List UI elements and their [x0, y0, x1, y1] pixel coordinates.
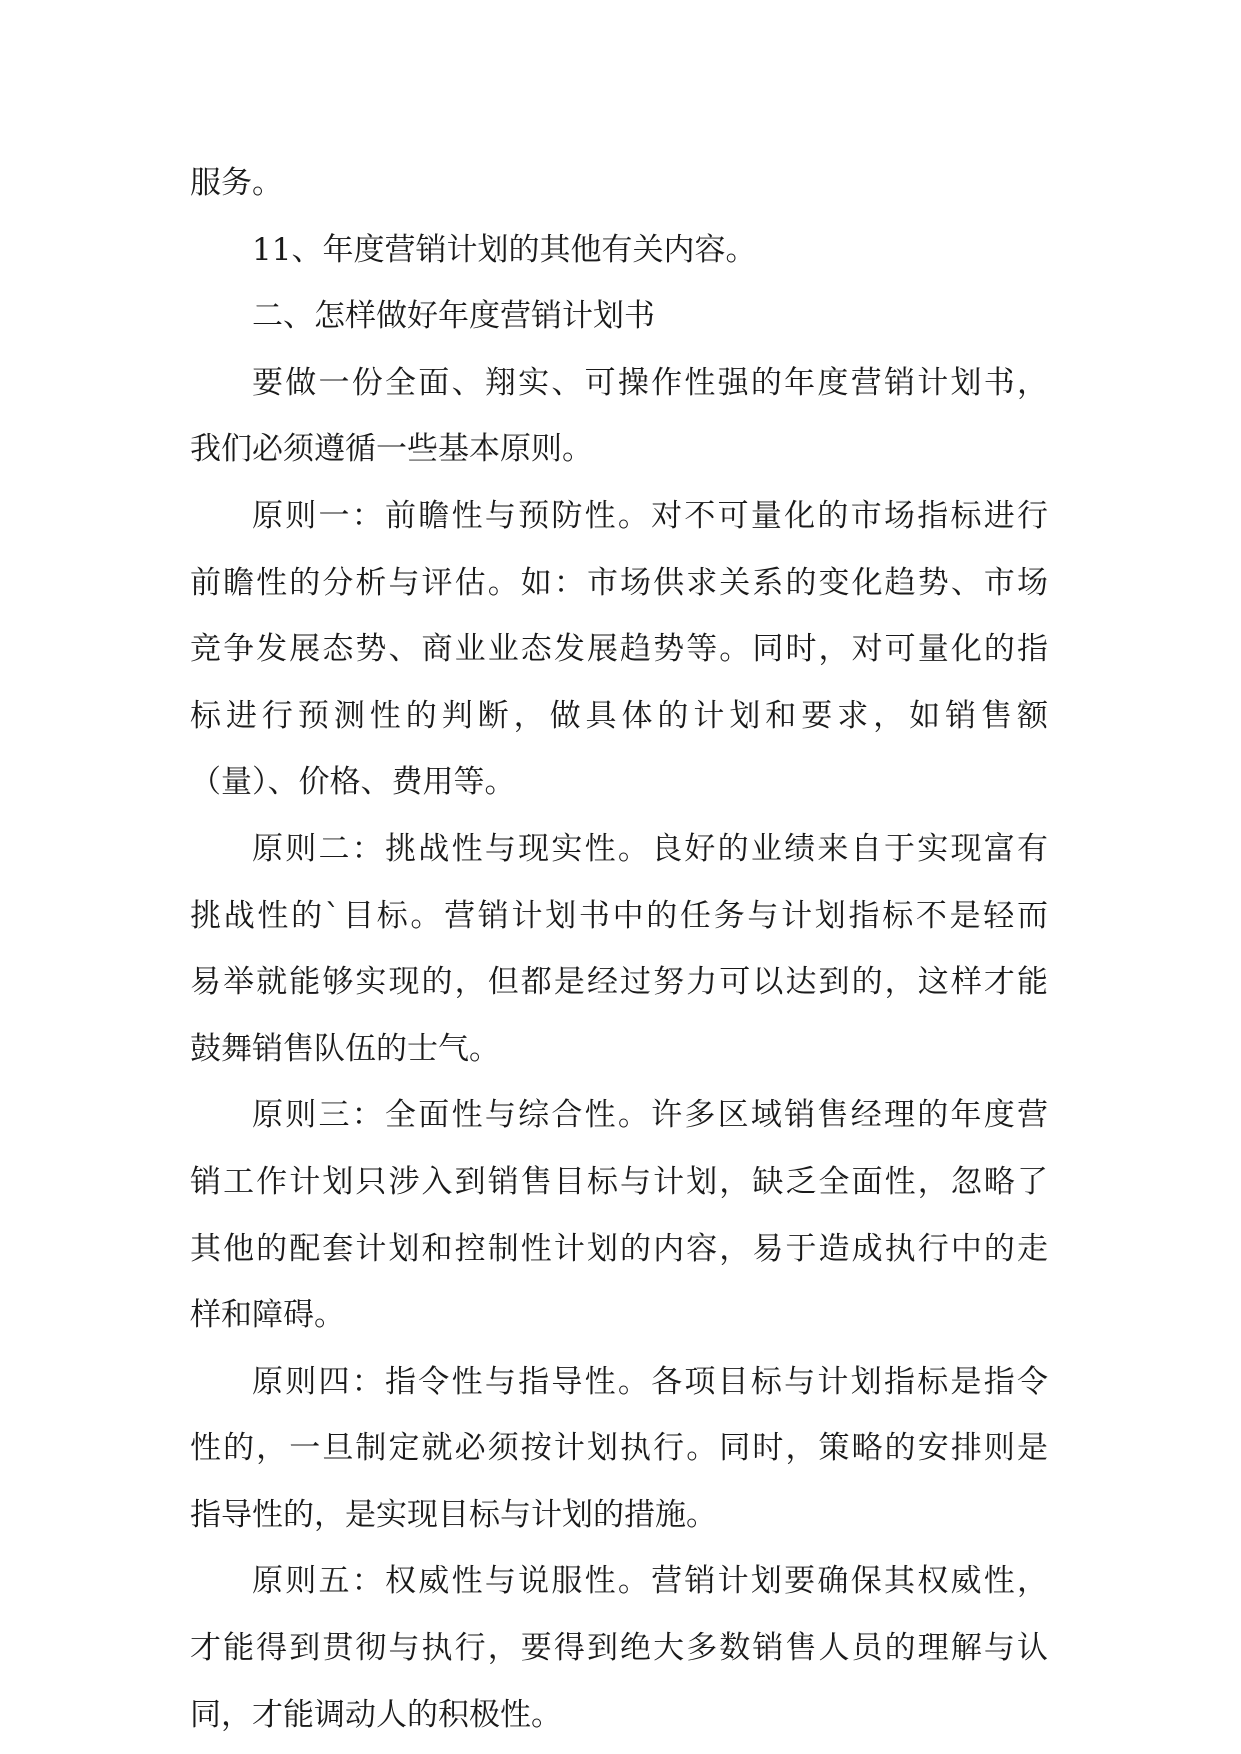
text-line: 前瞻性的分析与评估。如：市场供求关系的变化趋势、市场 [190, 564, 1048, 601]
text-line: 同，才能调动人的积极性。 [190, 1696, 562, 1733]
text-line: （量）、价格、费用等。 [190, 764, 516, 801]
text-line: 挑战性的`目标。营销计划书中的任务与计划指标不是轻而 [190, 897, 1048, 934]
text-line: 样和障碍。 [190, 1297, 345, 1334]
text-line: 11、年度营销计划的其他有关内容。 [252, 231, 757, 268]
text-line: 竞争发展态势、商业业态发展趋势等。同时，对可量化的指 [190, 631, 1048, 668]
text-line: 原则四：指令性与指导性。各项目标与计划指标是指令 [252, 1363, 1048, 1400]
text-line: 销工作计划只涉入到销售目标与计划，缺乏全面性，忽略了 [190, 1163, 1048, 1200]
text-line: 性的，一旦制定就必须按计划执行。同时，策略的安排则是 [190, 1430, 1048, 1467]
text-line: 才能得到贯彻与执行，要得到绝大多数销售人员的理解与认 [190, 1630, 1048, 1667]
text-line: 服务。 [190, 165, 283, 201]
text-line: 要做一份全面、翔实、可操作性强的年度营销计划书， [252, 364, 1048, 401]
text-line: 指导性的，是实现目标与计划的措施。 [190, 1496, 717, 1533]
text-line: 易举就能够实现的，但都是经过努力可以达到的，这样才能 [190, 964, 1048, 1001]
text-line: 原则五：权威性与说服性。营销计划要确保其权威性， [252, 1563, 1048, 1600]
text-line: 其他的配套计划和控制性计划的内容，易于造成执行中的走 [190, 1230, 1048, 1267]
document-body [190, 150, 1048, 1748]
text-line: 标进行预测性的判断，做具体的计划和要求，如销售额 [190, 697, 1048, 734]
text-line: 我们必须遵循一些基本原则。 [190, 431, 593, 468]
text-line: 原则三：全面性与综合性。许多区域销售经理的年度营 [252, 1097, 1048, 1134]
text-line: 原则一：前瞻性与预防性。对不可量化的市场指标进行 [252, 497, 1048, 534]
text-line: 原则二：挑战性与现实性。良好的业绩来自于实现富有 [252, 830, 1048, 867]
text-line: 二、怎样做好年度营销计划书 [252, 298, 655, 335]
text-line: 鼓舞销售队伍的士气。 [190, 1030, 500, 1067]
